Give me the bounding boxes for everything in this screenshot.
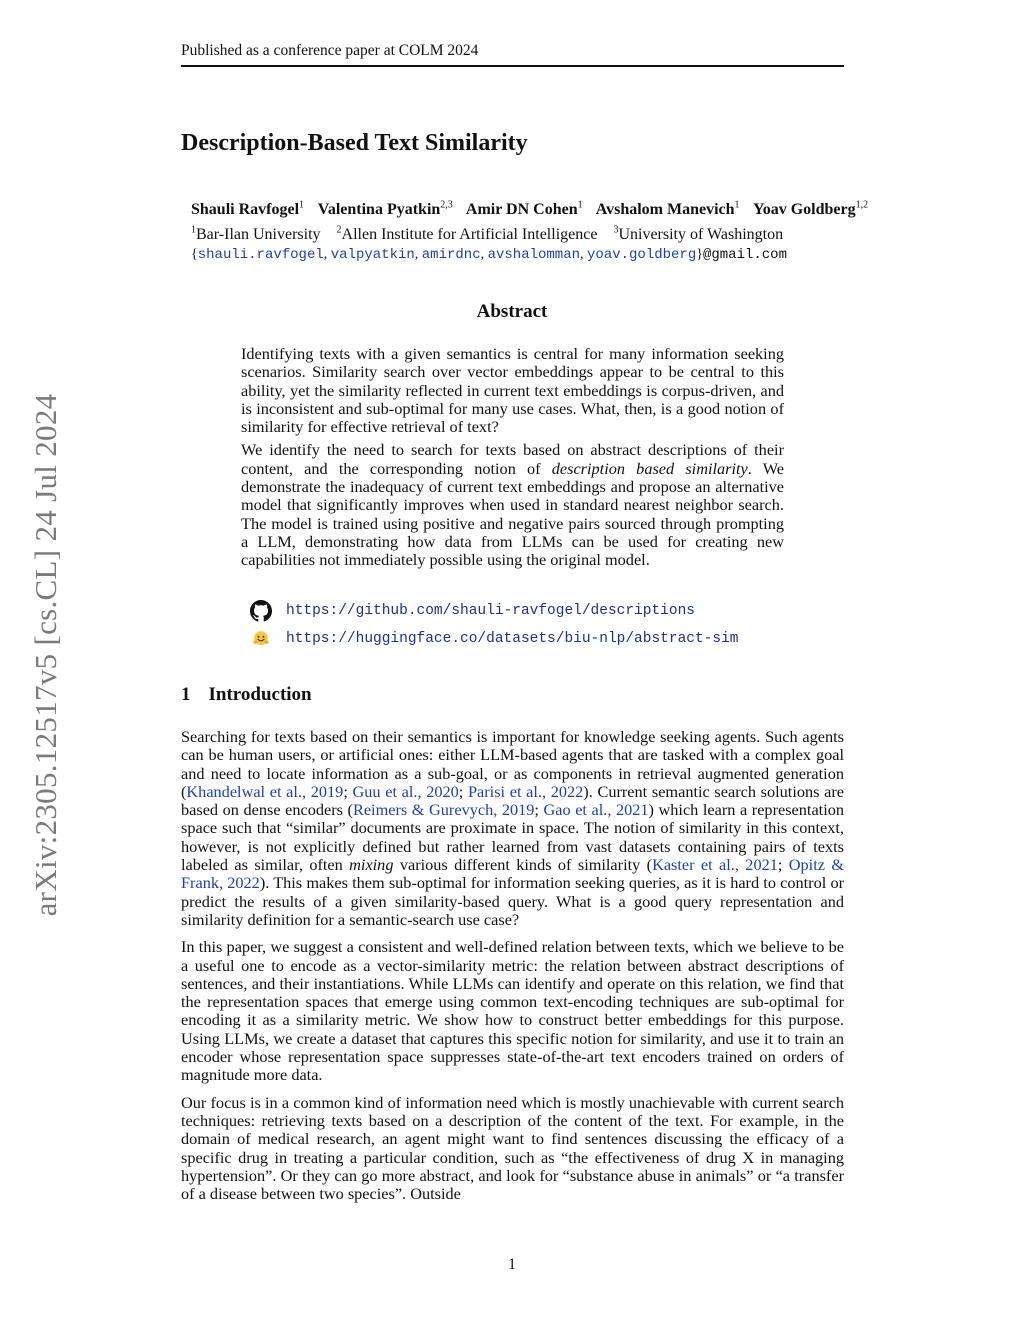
email-user[interactable]: yoav.goldberg (587, 246, 697, 263)
citation-link[interactable]: Guu et al., 2020 (352, 781, 459, 801)
paper-title: Description-Based Text Similarity (181, 130, 528, 156)
affiliations (191, 220, 951, 244)
page-number: 1 (508, 1256, 516, 1273)
author: Avshalom Manevich$^1$ (595, 200, 740, 219)
affiliation: $^3$University of Washington (613, 224, 784, 243)
author-block (191, 196, 951, 265)
email-user[interactable]: amirdnc (421, 246, 481, 263)
github-link-row (250, 600, 695, 622)
citation-link[interactable]: Parisi et al., 2022 (467, 781, 584, 801)
abstract-body (241, 345, 784, 575)
body-paragraph: In this paper, we suggest a consistent and well-defined relation between texts, which we believe to be a useful one to encode as a vector-similarity metric: the relation between abstract descriptions of sentences, and their instantiations. While LLMs can identify and operate on this relation, we find that the representation spaces that emerge using common text-encoding techniques are sub-optimal for encoding it as a similarity metric. We show how to construct better embeddings for this purpose. Using LLMs, we create a dataset that captures this specific notion for similarity, and use it to train an encoder whose representation space suppresses state-of-the-art text encoders trained on orders of magnitude more data. (181, 937, 844, 1085)
affiliation: $^2$Allen Institute for Artificial Intelligence (336, 224, 598, 243)
abstract-paragraph: Identifying texts with a given semantics is central for many information seeking scenarios. Similarity search over vector embeddings appear to be central to this ability, yet the similarity reflected in current text embeddings is corpus-driven, and is inconsistent and sub-optimal for many use cases. What, then, is a good notion of similarity for effective retrieval of text? (241, 344, 784, 437)
author-emails: {shauli.ravfogel, valpyatkin, amirdnc, avshalomman, yoav.goldberg}@gmail.com (191, 246, 787, 263)
github-icon (250, 600, 272, 622)
author-names (191, 196, 951, 220)
citation-link[interactable]: Reimers & Gurevych, 2019 (352, 800, 535, 820)
citation-link[interactable]: Kaster et al., 2021 (652, 855, 778, 875)
huggingface-url[interactable]: https://huggingface.co/datasets/biu-nlp/abstract-sim (286, 631, 739, 647)
email-user[interactable]: shauli.ravfogel (197, 246, 324, 263)
email-user[interactable]: valpyatkin (330, 246, 415, 263)
running-header: Published as a conference paper at COLM 2024 (181, 42, 479, 59)
huggingface-icon (250, 628, 272, 650)
citation-link[interactable]: Gao et al., 2021 (543, 800, 649, 820)
body-paragraph: Searching for texts based on their semantics is important for knowledge seeking agents. Such agents can be human users, or artificial ones: either LLM-based agents that are tasked with a complex goal and need to locate information as a sub-goal, or as components in retrieval augmented generation (Khandelwal et al., 2019; Guu et al., 2020; Parisi et al., 2022). Current semantic search solutions are based on dense encoders (Reimers & Gurevych, 2019; Gao et al., 2021) which learn a representation space such that “similar” documents are proximate in space. The notion of similarity in this context, however, is not explicitly defined but rather learned from vast datasets containing pairs of texts labeled as similar, often mixing various different kinds of similarity (Kaster et al., 2021; Opitz & Frank, 2022). This makes them sub-optimal for information seeking queries, as it is hard to control or predict the results of a given similarity-based query. What is a good query representation and similarity definition for a semantic-search use case? (181, 727, 845, 929)
author: Yoav Goldberg$^{1,2}$ (752, 200, 869, 219)
section-heading-introduction: 1 Introduction (181, 684, 312, 705)
citation-link[interactable]: Opitz & Frank, 2022 (181, 855, 844, 893)
introduction-body (181, 728, 844, 1212)
affiliation: $^1$Bar-Ilan University (191, 224, 321, 243)
abstract-paragraph: We identify the need to search for texts based on abstract descriptions of their content, and the corresponding notion of description based similarity. We demonstrate the inadequacy of current text embeddings and propose an alternative model that significantly improves when used in standard nearest neighbor search. The model is trained using positive and negative pairs sourced through prompting a LLM, demonstrating how data from LLMs can be used for creating new capabilities not immediately possible using the original model. (241, 440, 785, 570)
abstract-heading: Abstract (476, 301, 548, 322)
citation-link[interactable]: Khandelwal et al., 2019 (186, 781, 344, 801)
body-paragraph: Our focus is in a common kind of information need which is mostly unachievable with current search techniques: retrieving texts based on a description of the content of the text. For example, in the domain of medical research, an agent might want to find sentences discussing the efficacy of a specific drug in treating a particular condition, such as “the effectiveness of drug X in managing hypertension”. Or they can go more abstract, and look for “substance abuse in animals” or “a transfer of a disease between two species”. Outside (181, 1092, 844, 1204)
author: Amir DN Cohen$^1$ (465, 200, 583, 219)
author: Shauli Ravfogel$^1$ (191, 200, 305, 219)
author: Valentina Pyatkin$^{2,3}$ (317, 200, 453, 219)
arxiv-stamp: arXiv:2305.12517v5 [cs.CL] 24 Jul 2024 (28, 393, 63, 917)
header-rule (181, 65, 844, 67)
huggingface-link-row (250, 628, 739, 650)
email-user[interactable]: avshalomman (487, 246, 581, 263)
github-url[interactable]: https://github.com/shauli-ravfogel/descriptions (286, 603, 695, 619)
